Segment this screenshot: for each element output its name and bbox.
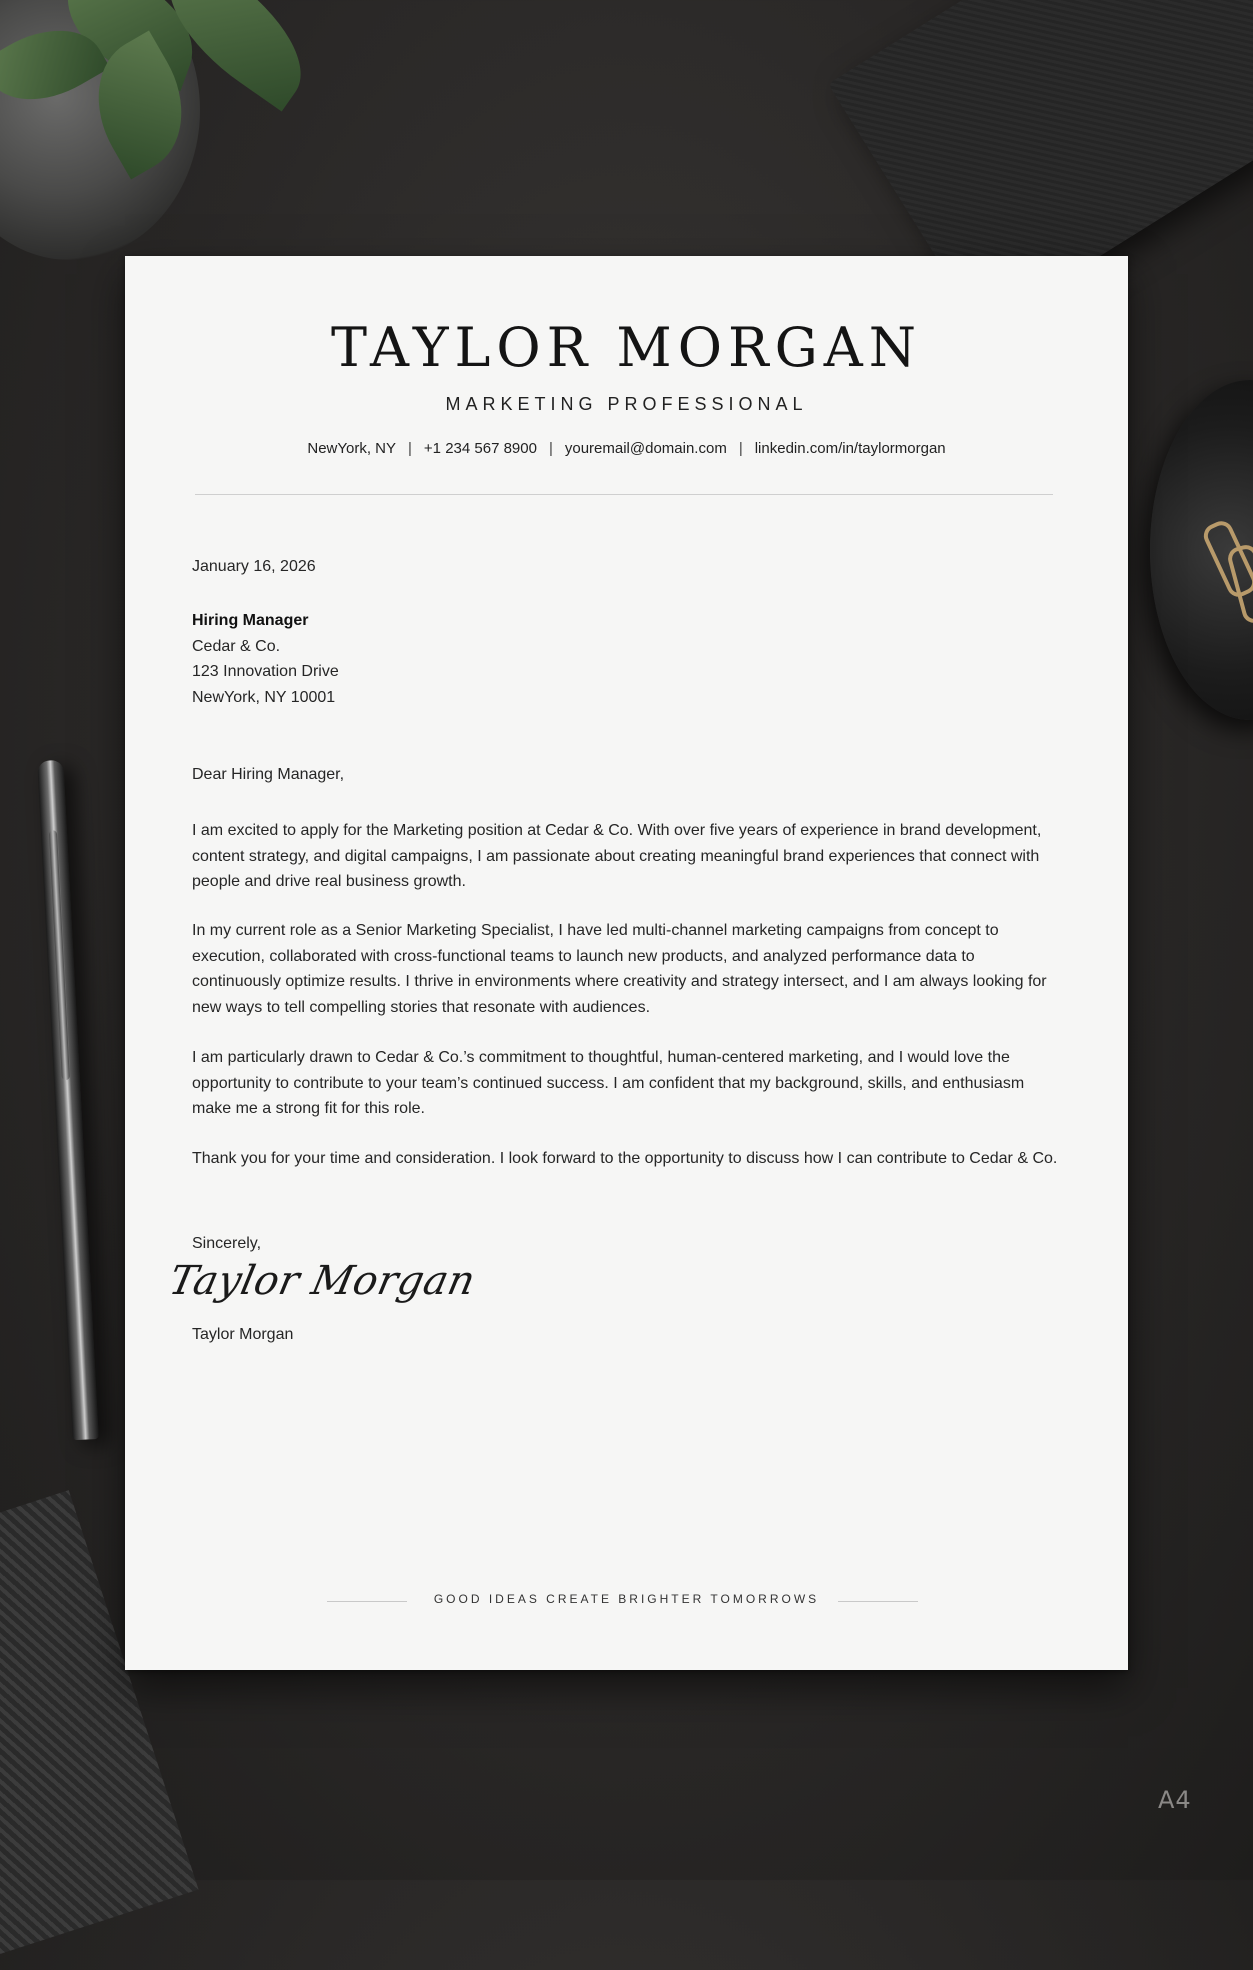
header-divider <box>195 494 1053 495</box>
body-paragraph: In my current role as a Senior Marketing Specialist, I have led multi-channel marketing campaigns from concept to execution, collaborated with cross-functional teams to launch new products, and analyzed performance data to continuously optimize results. I thrive in environments where creativity and strategy intersect, and I am always looking for new ways to tell compelling stories that resonate with audiences. <box>192 922 1047 1016</box>
body-paragraph: Thank you for your time and consideration. I look forward to the opportunity to discuss how I can contribute to Cedar & Co. <box>192 1150 1058 1167</box>
signed-name: Taylor Morgan <box>192 1326 294 1343</box>
letter-page <box>125 256 1128 1670</box>
contact-line <box>125 440 1128 457</box>
closing: Sincerely, <box>192 1235 262 1252</box>
contact-separator: | <box>738 440 743 457</box>
contact-separator: | <box>408 440 412 457</box>
pen <box>37 760 99 1440</box>
body-paragraph: I am particularly drawn to Cedar & Co.’s commitment to thoughtful, human-centered marketing, and I would love the opportunity to contribute to your team’s continued success. I am confident that my background, skills, and enthusiasm make me a strong fit for this role. <box>192 1049 1025 1117</box>
pen-clip <box>49 830 70 1080</box>
handwritten-signature: Taylor Morgan <box>165 1258 480 1304</box>
letterhead-name: TAYLOR MORGAN <box>330 316 923 379</box>
recipient-block <box>192 608 1060 710</box>
recipient-name: Hiring Manager <box>192 612 309 629</box>
contact-email: youremail@domain.com <box>564 440 727 457</box>
body-paragraph: I am excited to apply for the Marketing position at Cedar & Co. With over five years of experience in brand development, content strategy, and digital campaigns, I am passionate about creating meaningful brand experiences that connect with people and drive real business growth. <box>192 822 1042 890</box>
recipient-street: 123 Innovation Drive <box>192 663 339 680</box>
recipient-city: NewYork, NY 10001 <box>192 688 336 706</box>
footer-tagline: GOOD IDEAS CREATE BRIGHTER TOMORROWS <box>433 1592 820 1606</box>
paper-size-label: A4 <box>1158 1786 1192 1814</box>
contact-separator: | <box>548 440 553 457</box>
recipient-company: Cedar & Co. <box>192 637 281 655</box>
salutation: Dear Hiring Manager, <box>192 766 345 783</box>
letter-date: January 16, 2026 <box>192 558 316 575</box>
contact-linkedin: linkedin.com/in/taylormorgan <box>754 440 946 457</box>
contact-location: NewYork, NY <box>307 440 397 457</box>
contact-phone: +1 234 567 8900 <box>423 440 537 457</box>
letterhead-title: MARKETING PROFESSIONAL <box>445 394 808 414</box>
